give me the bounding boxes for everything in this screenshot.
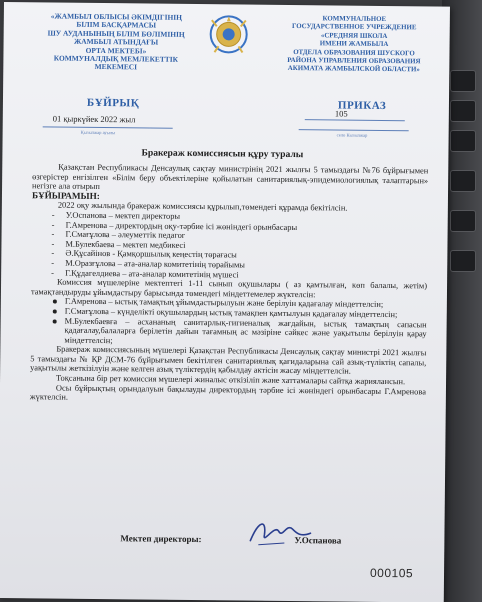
- header-line: БІЛІМ БАСҚАРМАСЫ: [76, 20, 157, 30]
- paragraph: Бракераж комиссиясының мүшелері Қазақстан Республикасы Денсаулық сақтау министрі 2021 жылғы 5 тамыздағы № ҚР ДСМ-76 бұйрығымен бекітілген санитариялық қағидаларына сай азық-түліктің сапалы, уақытылы жеткізілуін және келген азық түліктердің қабылдау актісін жасау міндеттелсін.: [30, 344, 427, 377]
- header-line: «СРЕДНЯЯ ШКОЛА: [320, 32, 388, 40]
- list-item: Г.Смағұлова – күнделікті оқушылардың ыстық тамақпен қамтылуын қадағалау міндеттелсін;: [53, 306, 427, 320]
- document-body: [30, 162, 428, 406]
- state-emblem-icon: [208, 12, 248, 56]
- place-underline: [299, 129, 409, 131]
- members-list: [51, 210, 428, 281]
- handwritten-signature-icon: [244, 515, 314, 552]
- date-underline: [43, 126, 173, 128]
- header-line: МЕКЕМЕСІ: [94, 62, 138, 72]
- header-russian: [271, 15, 437, 76]
- list-item: - М.Оразғұлова – ата-аналар комитетінің төрайымы: [51, 258, 427, 272]
- keyboard-key: [450, 250, 476, 272]
- header-line: ИМЕНИ ЖАМБЫЛА: [319, 40, 389, 49]
- number-underline: [305, 119, 405, 121]
- order-word: БҰЙЫРАМЫН:: [31, 190, 100, 201]
- intro-paragraph: Қазақстан Республикасы Денсаулық сақтау министрінің 2021 жылғы 5 тамыздағы №76 бұйрығымен өзгерістер енгізілген «Білім беру объектілеріне қойылатын санитариялық-эпидемиологиялық талаптарын» негізге ала отырып: [32, 162, 429, 192]
- list-item: - У.Оспанова – мектеп директоры: [52, 210, 428, 224]
- order-title-kz: БҰЙРЫҚ: [86, 96, 140, 110]
- list-item: - Г.Құдагелдиева – ата-аналар комитетінің мүшесі: [51, 268, 427, 282]
- list-item: М.Булекбаевға – асхананың санитарлық-гигиеналық жағдайын, ыстық тамақтың сапасын қадағалау,балаларға берілетін дайын тағамның ас мәзіріне сәйкес және уақытылы берілуін қарау міндеттелсін;: [52, 316, 426, 349]
- document-heading: Бракераж комиссиясын құру туралы: [141, 147, 304, 161]
- keyboard-key: [450, 130, 476, 152]
- document-page: [0, 2, 450, 602]
- list-item: - Г.Амренова – директордың оқу-тәрбие ісі жөніндегі орынбасары: [52, 220, 428, 234]
- header-line: ГОСУДАРСТВЕННОЕ УЧРЕЖДЕНИЕ: [291, 23, 417, 32]
- place-caption-left: Қызылжар ауылы: [80, 129, 116, 136]
- header-line: ОРТА МЕКТЕБІ»: [85, 45, 147, 56]
- keyboard-key: [450, 170, 476, 192]
- keyboard-key: [450, 100, 476, 122]
- signature-name: У.Оспанова: [294, 535, 342, 546]
- paragraph: Осы бұйрықтың орындалуын бақылауды директордың тәрбие ісі жөніндегі орынбасары Г.Амренова жүктелсін.: [29, 383, 426, 402]
- paragraph: Тоқсанына бір рет комиссия мүшелері жиналыс өткізіліп және хаттамалары сайтқа жариялансын.: [56, 373, 406, 387]
- header-line: ШУ АУДАНЫНЫҢ БІЛІМ БӨЛІМІНІҢ: [47, 28, 185, 39]
- order-number: 105: [334, 108, 348, 119]
- header-line: ОТДЕЛА ОБРАЗОВАНИЯ ШУСКОГО: [293, 48, 415, 57]
- order-title-ru: ПРИКАЗ: [337, 99, 387, 113]
- header-line: КОММУНАЛЬНОЕ: [322, 15, 387, 24]
- paragraph: Комиссия мүшелеріне мектептегі 1-11 сынып оқушылары ( аз қамтылған, көп балалы, жетім) тамақтандыруды ұйымдастыру барысында төмендегі міндеттемелер жүктелсін:: [30, 277, 428, 299]
- list-item: - М.Булекбаева – мектеп медбикесі: [51, 239, 427, 253]
- header-line: РАЙОНА УПРАВЛЕНИЯ ОБРАЗОВАНИЯ: [287, 57, 421, 66]
- duties-list: [52, 297, 426, 349]
- list-item: - Ә.Құсайінов - Қамқоршылық кеңестің төрағасы: [51, 249, 427, 263]
- header-line: «ЖАМБЫЛ ОБЛЫСЫ ӘКІМДІГІНІҢ: [50, 11, 182, 22]
- header-line: ЖАМБЫЛ АТЫНДАҒЫ: [73, 36, 159, 47]
- place-caption-right: село Кызылжар: [336, 132, 368, 138]
- paragraph: 2022 оқу жылында бракераж комиссиясы құрылып,төмендегі құрамда бекітілсін.: [57, 200, 348, 213]
- header-line: КОММУНАЛДЫҚ МЕМЛЕКЕТТІК: [53, 53, 179, 64]
- keyboard-key: [450, 70, 476, 92]
- list-item: Г.Амренова – ыстық тамақтың ұйымдастырылуын және берілуін қадағалау міндеттелсін;: [53, 297, 427, 311]
- signature-title: Мектеп директоры:: [120, 533, 202, 545]
- list-item: - Г.Смағұлова – әлеуметтік педагог: [52, 230, 428, 244]
- header-kazakh: [33, 12, 199, 73]
- header-line: АКИМАТА ЖАМБЫЛСКОЙ ОБЛАСТИ»: [287, 65, 420, 74]
- order-date: 01 қыркүйек 2022 жыл: [52, 113, 136, 125]
- keyboard-key: [450, 210, 476, 232]
- serial-number: 000105: [369, 565, 414, 581]
